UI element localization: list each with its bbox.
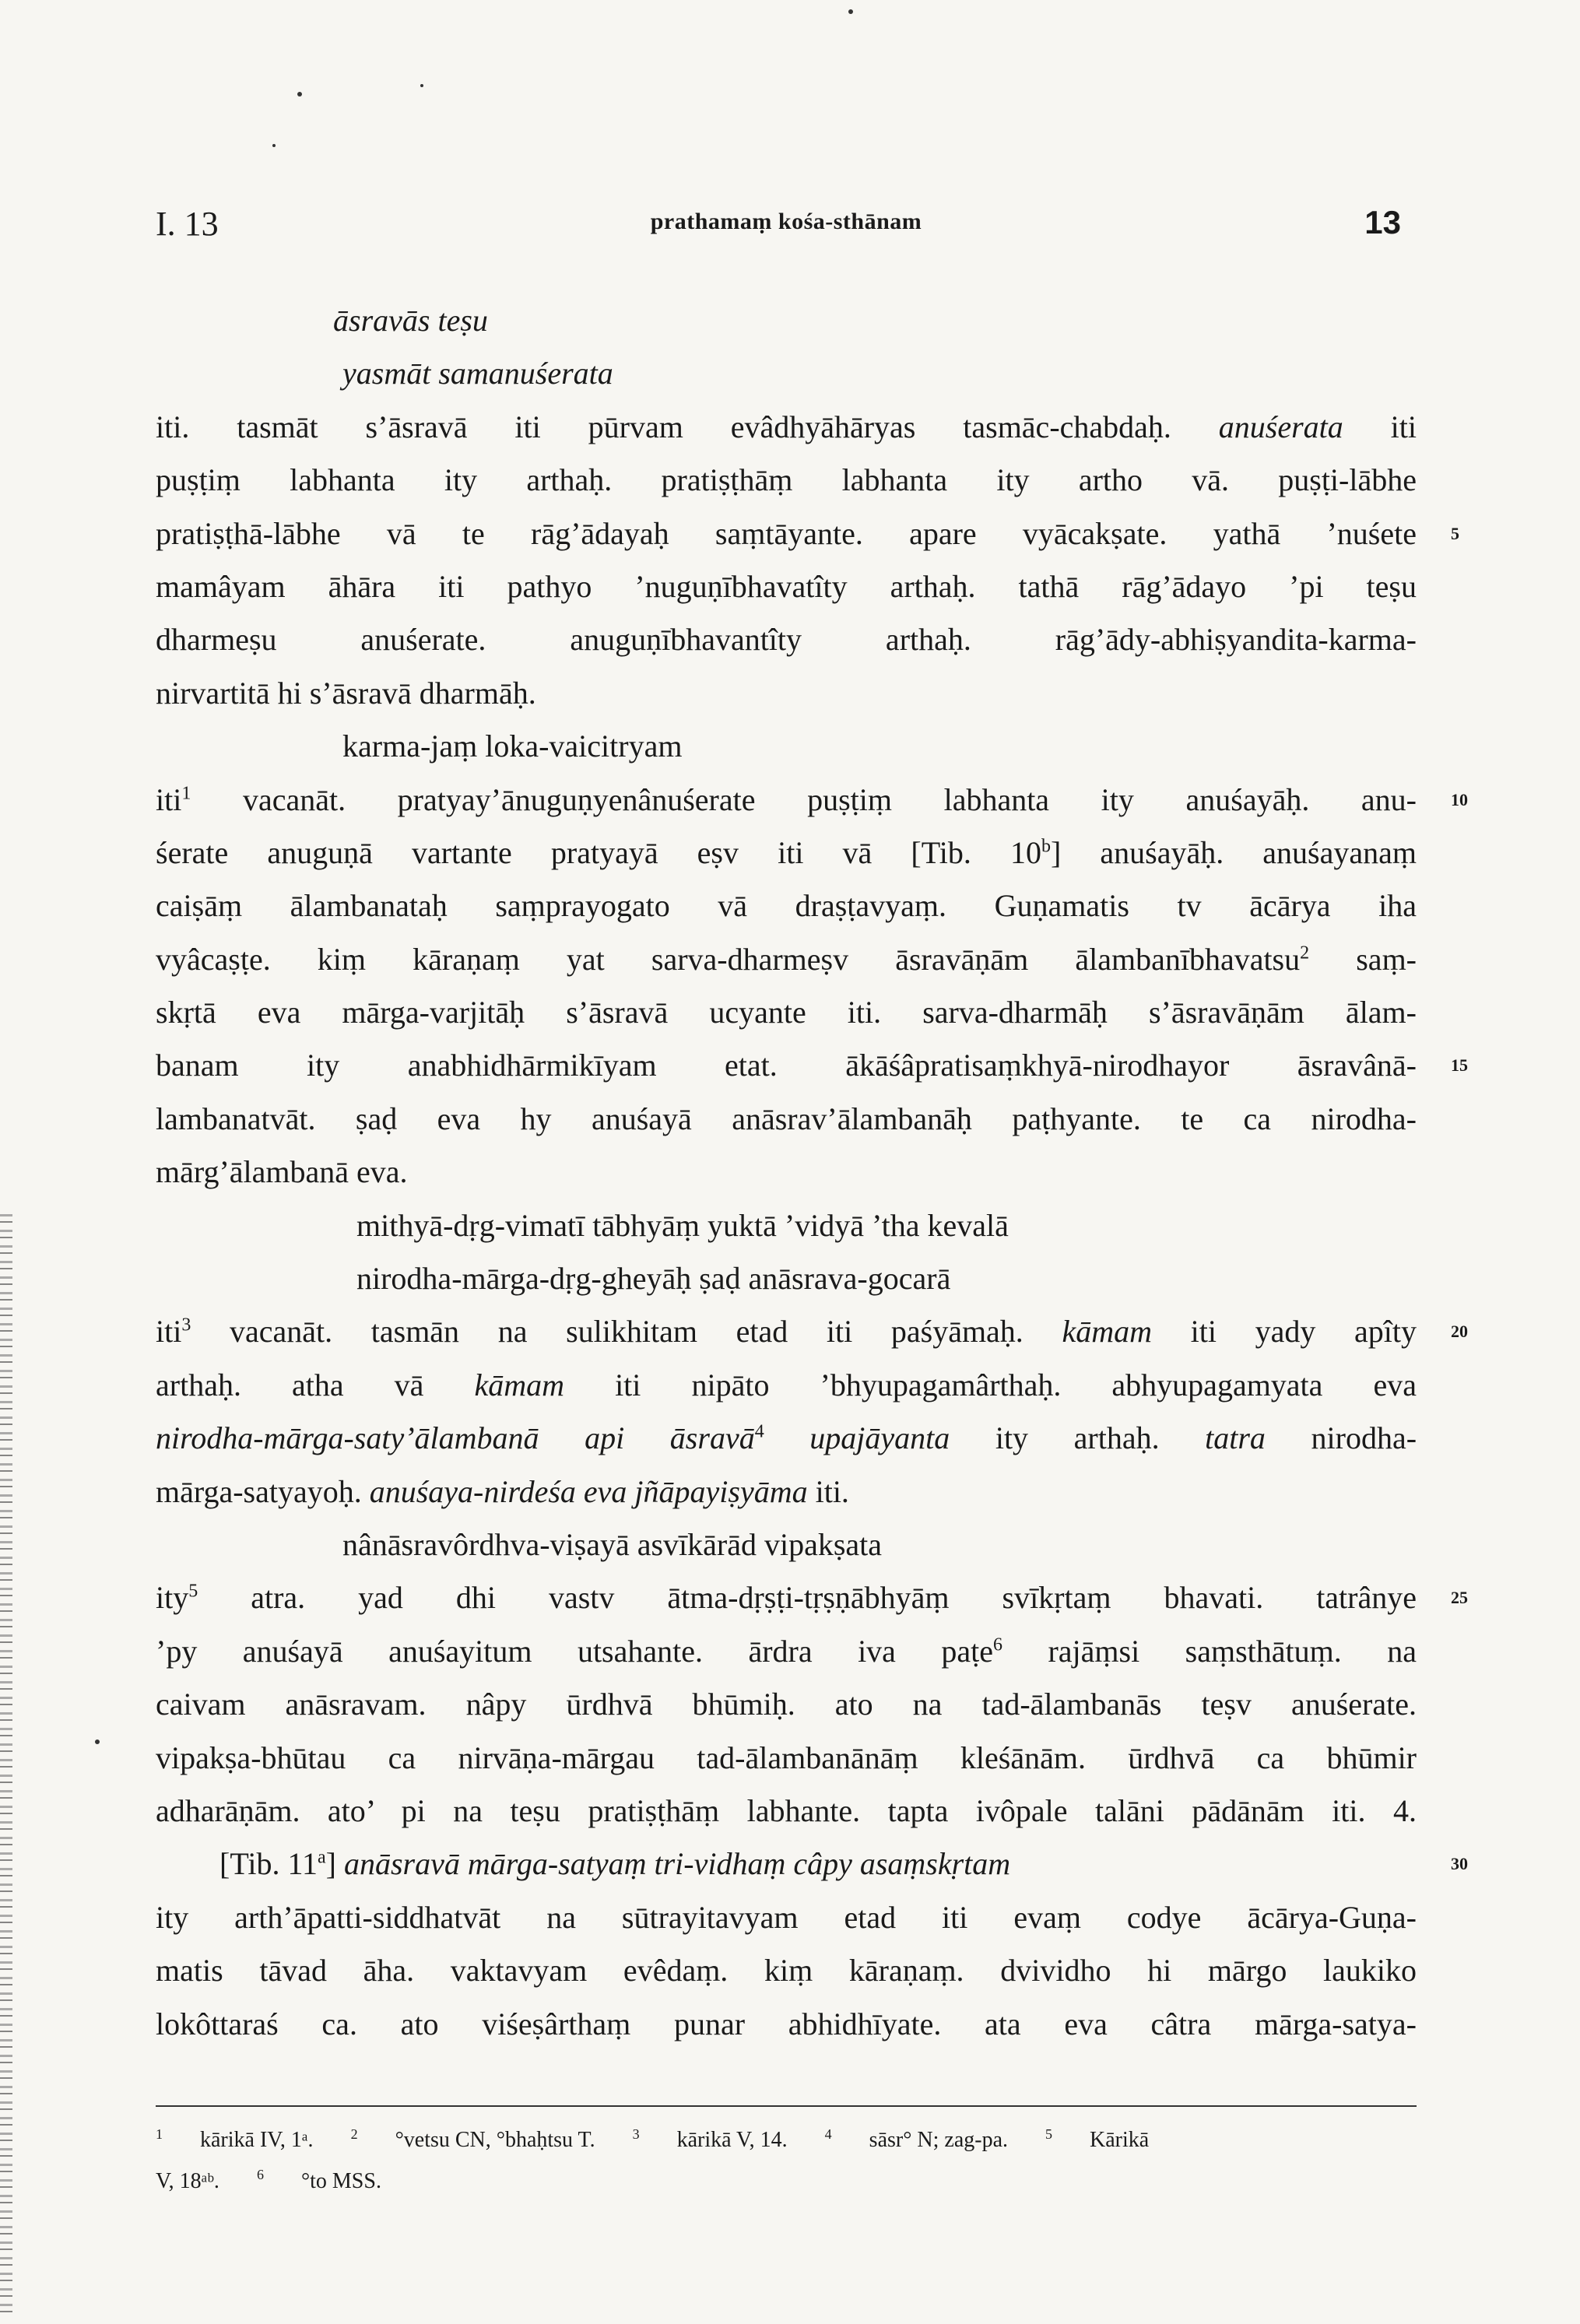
line-segment: rajāṃsi saṃsthātuṃ. na: [1002, 1633, 1417, 1669]
line-segment: iti nipāto ’bhyupagamârthaḥ. abhyupagamyata eva: [564, 1367, 1417, 1402]
line-segment: ]: [325, 1846, 344, 1882]
text-line: [156, 879, 1417, 932]
text-line: [156, 1891, 1417, 1944]
text-line: [156, 1146, 1417, 1199]
line-segment: arthaḥ. atha vā: [156, 1367, 475, 1402]
line-segment: vacanāt. pratyay’ānuguṇyenânuśerate puṣṭiṃ labhanta ity anuśayāḥ. anu-: [191, 781, 1417, 817]
running-title: prathamaṃ kośa-sthānam: [650, 209, 922, 234]
footnote-text: Kārikā: [1090, 2128, 1150, 2153]
footnote-text: sāsr° N; zag-pa.: [869, 2128, 1009, 2153]
line-number: 10: [1451, 789, 1468, 809]
text-line: [156, 1252, 1417, 1305]
line-text: dharmeṣu anuśerate. anuguṇībhavantîty arthaḥ. rāg’ādy-abhiṣyandita-karma-: [156, 622, 1417, 658]
line-text: caivam anāsravam. nâpy ūrdhvā bhūmiḥ. ato na tad-ālambanās teṣv anuśerate.: [156, 1687, 1417, 1722]
text-line: [156, 1466, 1417, 1518]
text-line: [156, 1093, 1417, 1146]
line-segment: iti. tasmāt s’āsravā iti pūrvam evâdhyāhāryas tasmāc-chabdaḥ.: [156, 409, 1219, 444]
footnote: [351, 2128, 595, 2152]
text-line: [156, 1359, 1417, 1412]
text-line: [156, 774, 1468, 827]
line-segment: śerate anuguṇā vartante pratyayā eṣv iti vā [Tib. 10: [156, 834, 1041, 870]
footnote: [825, 2128, 1008, 2152]
scan-speck: [297, 92, 302, 97]
line-text: mamâyam āhāra iti pathyo ’nuguṇībhavatîty arthaḥ. tathā rāg’ādayo ’pi teṣu: [156, 568, 1417, 604]
text-line: [156, 827, 1417, 879]
text-line: [156, 1625, 1417, 1678]
footnote-ref: 3: [181, 1315, 191, 1336]
line-text: nirvartitā hi s’āsravā dharmāḥ.: [156, 675, 536, 711]
line-segment: iti: [1343, 409, 1417, 444]
line-number: 5: [1451, 523, 1459, 543]
line-text: mārg’ālambanā eva.: [156, 1154, 408, 1190]
scan-speck: [848, 9, 853, 14]
line-segment: mārga-satyayoḥ.: [156, 1473, 370, 1509]
text-line: [156, 1412, 1417, 1465]
text-line: [156, 401, 1417, 454]
text-line: [156, 454, 1417, 507]
line-text: adharāṇām. ato’ pi na teṣu pratiṣṭhāṃ labhante. tapta ivôpale talāni pādānām iti. 4.: [156, 1792, 1417, 1828]
line-segment: iti: [156, 781, 182, 817]
line-text: nânāsravôrdhva-viṣayā asvīkārād vipakṣata: [342, 1526, 883, 1562]
line-segment: nirodha-: [1265, 1420, 1417, 1456]
footnote-ref: 6: [993, 1634, 1003, 1655]
line-number: 15: [1451, 1055, 1468, 1076]
footnote-ref: a: [317, 1848, 326, 1868]
footnote-marker: 4: [824, 2126, 832, 2142]
text-line: [156, 1199, 1417, 1252]
line-segment: iti.: [807, 1473, 849, 1509]
line-text: caiṣāṃ ālambanataḥ saṃprayogato vā draṣṭavyaṃ. Guṇamatis tv ācārya iha: [156, 888, 1417, 924]
line-text: lambanatvāt. ṣaḍ eva hy anuśayā anāsrav’ālambanāḥ paṭhyante. te ca nirodha-: [156, 1101, 1417, 1136]
line-segment: ity: [156, 1580, 189, 1616]
footnote-text: °to MSS.: [300, 2168, 381, 2193]
footnote: [156, 2128, 314, 2152]
footnote-marker: 3: [632, 2126, 640, 2142]
footnote-marker: 2: [350, 2126, 358, 2142]
line-segment: iti: [156, 1314, 182, 1350]
text-line: [156, 613, 1417, 666]
scan-margin-noise: [0, 1214, 12, 2319]
line-number: 25: [1451, 1588, 1468, 1608]
text-line: [156, 1998, 1417, 2051]
footnote-ref: b: [1041, 836, 1051, 857]
line-segment: ity arthaḥ.: [950, 1420, 1206, 1456]
text-line: [156, 1039, 1468, 1092]
text-line: [156, 667, 1417, 720]
section-marker: I. 13: [156, 205, 219, 243]
footnote: [257, 2169, 381, 2193]
text-line: [156, 1944, 1417, 1997]
text-line: [156, 294, 1417, 347]
line-text: karma-jaṃ loka-vaicitryam: [342, 728, 683, 764]
footnote-text: kārikā IV, 1ᵃ.: [200, 2128, 314, 2153]
line-number: 30: [1451, 1854, 1468, 1874]
line-text: yasmāt samanuśerata: [342, 356, 613, 391]
text-line: [156, 1305, 1468, 1358]
line-segment: anuśerata: [1218, 409, 1343, 444]
text-line: [156, 1571, 1468, 1624]
line-segment: saṃ-: [1309, 941, 1417, 977]
footnote-ref: 2: [1300, 943, 1310, 964]
footnote-ref: 1: [181, 783, 191, 804]
footnote-rule: [156, 2105, 1417, 2107]
scan-speck: [95, 1739, 100, 1744]
footnote-line: [156, 2157, 1417, 2198]
line-text: skṛtā eva mārga-varjitāḥ s’āsravā ucyante iti. sarva-dharmāḥ s’āsravāṇām ālam-: [156, 995, 1417, 1030]
line-segment: anāsravā mārga-satyaṃ tri-vidhaṃ câpy asaṃskṛtam: [343, 1846, 1011, 1882]
scan-speck: [272, 144, 276, 147]
line-segment: tatra: [1205, 1420, 1266, 1456]
text-line: [156, 720, 1417, 773]
line-segment: upajāyanta: [764, 1420, 950, 1456]
line-segment: ] anuśayāḥ. anuśayanaṃ: [1050, 834, 1417, 870]
footnote-text: kārikā V, 14.: [676, 2128, 788, 2153]
page-number: 13: [1364, 204, 1401, 240]
line-segment: [Tib. 11: [219, 1846, 318, 1882]
line-segment: nirodha-mārga-saty’ālambanā api āsravā: [156, 1420, 755, 1456]
line-segment: anuśaya-nirdeśa eva jñāpayiṣyāma: [369, 1473, 808, 1509]
footnote-marker: 5: [1045, 2126, 1053, 2142]
text-line: [156, 507, 1459, 560]
footnote-line: [156, 2117, 1417, 2157]
text-line: [156, 1785, 1417, 1838]
text-line: [156, 1678, 1417, 1731]
line-text: matis tāvad āha. vaktavyam evêdaṃ. kiṃ kāraṇaṃ. dvividho hi mārgo laukiko: [156, 1953, 1417, 1989]
footnote: [633, 2128, 788, 2152]
line-text: puṣṭiṃ labhanta ity arthaḥ. pratiṣṭhāṃ labhanta ity artho vā. puṣṭi-lābhe: [156, 462, 1417, 498]
line-text: ity arth’āpatti-siddhatvāt na sūtrayitavyam etad iti evaṃ codye ācārya-Guṇa-: [156, 1899, 1417, 1935]
line-segment: vacanāt. tasmān na sulikhitam etad iti paśyāmaḥ.: [191, 1314, 1062, 1350]
line-text: mithyā-dṛg-vimatī tābhyāṃ yuktā ’vidyā ’tha kevalā: [356, 1207, 1009, 1243]
line-segment: kāmam: [1062, 1314, 1152, 1350]
line-segment: kāmam: [474, 1367, 565, 1402]
footnote-marker: 1: [156, 2126, 163, 2142]
line-text: lokôttaraś ca. ato viśeṣârthaṃ punar abhidhīyate. ata eva câtra mārga-satya-: [156, 2006, 1417, 2041]
footnotes: [156, 2117, 1417, 2199]
line-segment: iti yady apîty: [1151, 1314, 1417, 1350]
text-line: [156, 347, 1417, 400]
scan-speck: [420, 84, 423, 87]
footnote-marker: 6: [256, 2167, 264, 2183]
line-text: pratiṣṭhā-lābhe vā te rāg’ādayaḥ saṃtāyante. apare vyācakṣate. yathā ’nuśete: [156, 515, 1417, 551]
text-line: [156, 1518, 1417, 1571]
line-text: vipakṣa-bhūtau ca nirvāṇa-mārgau tad-ālambanānāṃ kleśānām. ūrdhvā ca bhūmir: [156, 1739, 1417, 1775]
line-segment: vyâcaṣṭe. kiṃ kāraṇaṃ yat sarva-dharmeṣv āsravāṇām ālambanībhavatsu: [156, 941, 1301, 977]
footnote-text: V, 18ᵃᵇ.: [156, 2168, 219, 2193]
text-line: [156, 986, 1417, 1039]
footnote-ref: 4: [754, 1421, 764, 1442]
footnote-ref: 5: [188, 1582, 198, 1603]
line-segment: atra. yad dhi vastv ātma-dṛṣṭi-tṛṣṇābhyāṃ svīkṛtaṃ bhavati. tatrânye: [198, 1580, 1417, 1616]
text-line: [156, 560, 1417, 613]
footnote: [1045, 2128, 1149, 2152]
text-line: [156, 1732, 1417, 1785]
running-header: [156, 204, 1417, 251]
line-text: āsravās teṣu: [333, 303, 488, 338]
footnote-text: °vetsu CN, °bhaḥtsu T.: [395, 2128, 595, 2153]
text-line: [156, 1838, 1468, 1890]
line-text: nirodha-mārga-dṛg-gheyāḥ ṣaḍ anāsrava-gocarā: [356, 1261, 951, 1297]
footnote: [156, 2169, 219, 2193]
line-number: 20: [1451, 1322, 1468, 1342]
text-body: [156, 294, 1468, 2051]
text-line: [156, 933, 1417, 986]
line-text: banam ity anabhidhārmikīyam etat. ākāśâpratisaṃkhyā-nirodhayor āsravânā-: [156, 1048, 1417, 1083]
line-segment: ’py anuśayā anuśayitum utsahante. ārdra iva paṭe: [156, 1633, 994, 1669]
